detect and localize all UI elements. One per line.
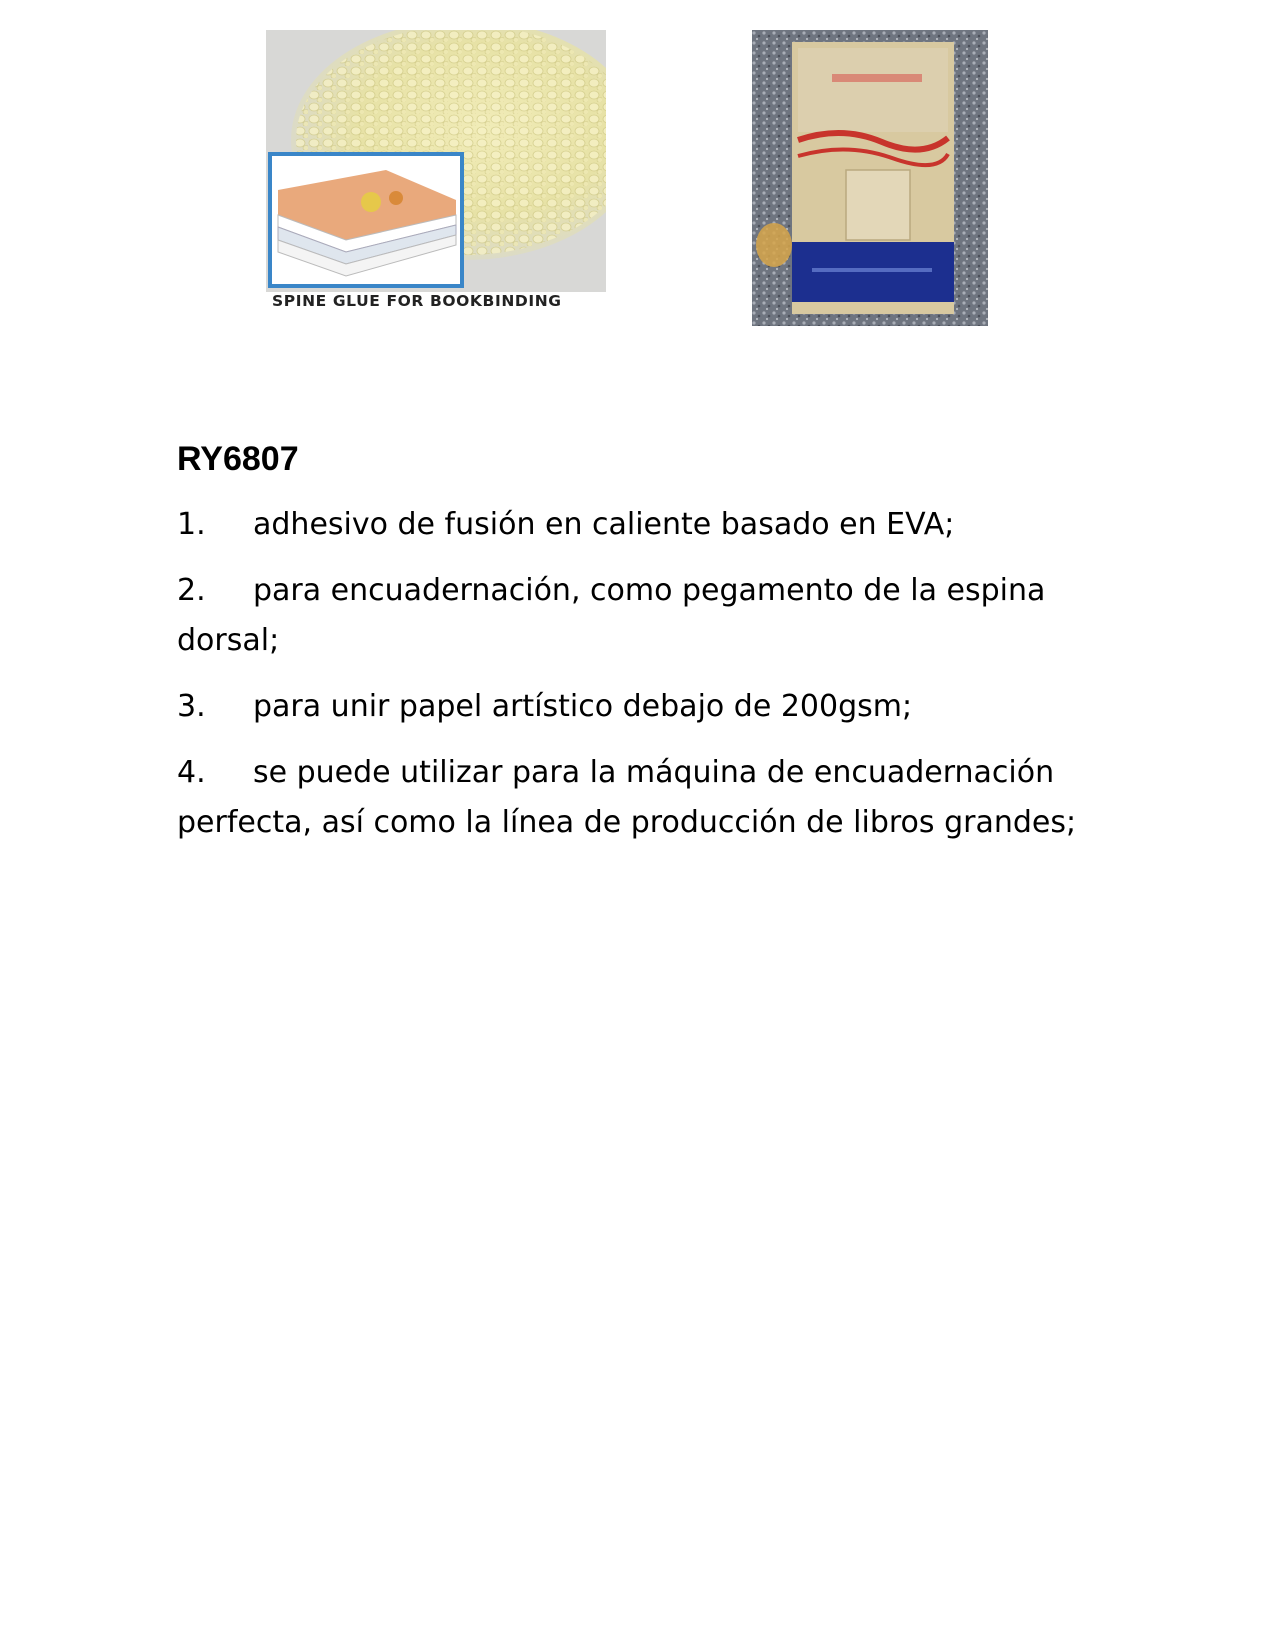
feature-number: 1.: [177, 507, 206, 542]
feature-item: [177, 682, 1097, 732]
packaging-bag-image: [752, 30, 988, 326]
feature-number: 2.: [177, 573, 206, 608]
spine-glue-image: [266, 30, 606, 320]
feature-item: [177, 748, 1097, 848]
feature-text: se puede utilizar para la máquina de encuadernación perfecta, así como la línea de producción de libros grandes;: [177, 755, 1077, 840]
glue-pellets-photo: [266, 30, 606, 292]
glue-image-caption: SPINE GLUE FOR BOOKBINDING: [272, 292, 562, 310]
product-code: RY6807: [177, 440, 299, 478]
feature-text: para unir papel artístico debajo de 200gsm;: [253, 689, 913, 724]
feature-number: 3.: [177, 689, 206, 724]
packaging-bag-photo: [752, 30, 988, 326]
features-list: [177, 500, 1097, 864]
feature-number: 4.: [177, 755, 206, 790]
feature-item: [177, 566, 1097, 666]
feature-text: adhesivo de fusión en caliente basado en EVA;: [253, 507, 955, 542]
feature-item: [177, 500, 1097, 550]
feature-text: para encuadernación, como pegamento de la espina dorsal;: [177, 573, 1046, 658]
